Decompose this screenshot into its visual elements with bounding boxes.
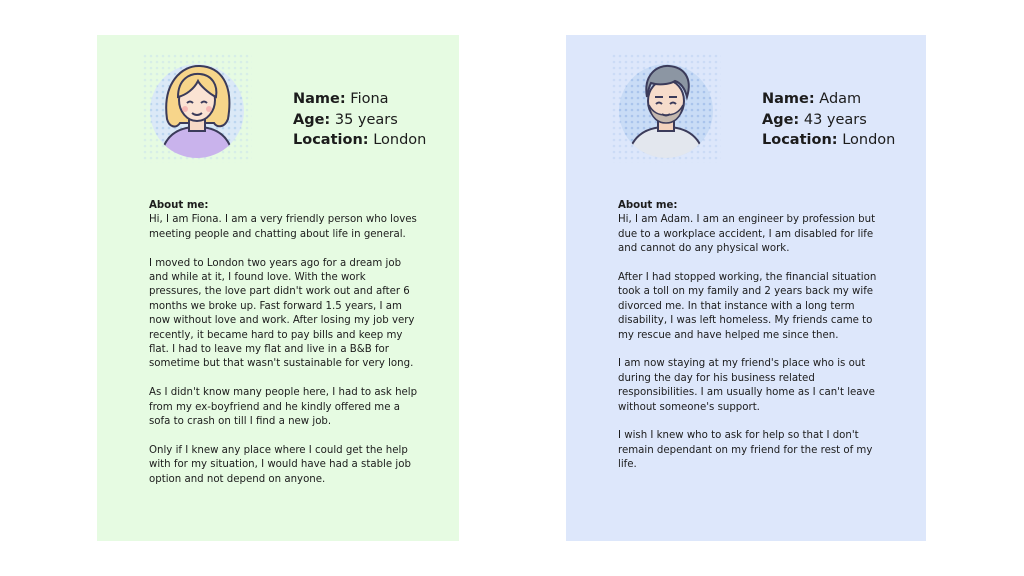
name-value: Fiona (350, 91, 389, 107)
age-value: 35 years (334, 111, 398, 128)
about-heading: About me: (149, 200, 209, 211)
location-value: London (842, 132, 896, 148)
age-row (293, 110, 426, 131)
location-label: Location: (762, 132, 838, 148)
age-label: Age: (293, 111, 331, 128)
about-section (618, 199, 888, 487)
location-row (762, 130, 895, 151)
name-label: Name: (762, 91, 815, 107)
about-heading: About me: (618, 200, 678, 211)
female-avatar-icon (142, 53, 252, 163)
location-label: Location: (293, 132, 369, 148)
name-row (762, 89, 895, 110)
persona-card-fiona (97, 35, 459, 541)
location-row (293, 130, 426, 151)
about-paragraph: I am now staying at my friend's place who is out during the day for his business related responsibilities. I am usually home as I can't leave without someone's support. (618, 358, 875, 413)
about-paragraph: Hi, I am Adam. I am an engineer by profession but due to a workplace accident, I am disabled for life and cannot do any physical work. (618, 214, 876, 255)
name-row (293, 89, 426, 110)
about-paragraph: I wish I knew who to ask for help so that I don't remain dependant on my friend for the rest of my life. (618, 430, 873, 471)
age-row (762, 110, 895, 131)
about-paragraph: I moved to London two years ago for a dream job and while at it, I found love. With the work pressures, the love part didn't work out and after 6 months we broke up. Fast forward 1.5 years, I am now without love and work. After losing my job very recently, it became hard to pay bills and keep my flat. I had to leave my flat and live in a B&B for sometime but that wasn't sustainable for very long. (149, 257, 415, 370)
about-paragraph: Hi, I am Fiona. I am a very friendly person who loves meeting people and chatting about life in general. (149, 214, 417, 240)
male-avatar-icon (611, 53, 721, 163)
about-paragraph: As I didn't know many people here, I had to ask help from my ex-boyfriend and he kindly offered me a sofa to crash on till I find a new job. (149, 387, 418, 428)
about-paragraph: Only if I knew any place where I could get the help with for my situation, I would have had a stable job option and not depend on anyone. (149, 444, 411, 485)
age-label: Age: (762, 111, 800, 128)
name-value: Adam (819, 91, 862, 107)
persona-card-adam (566, 35, 926, 541)
persona-info (293, 89, 426, 151)
age-value: 43 years (803, 111, 867, 128)
about-section (149, 199, 419, 501)
location-value: London (373, 132, 427, 148)
persona-info (762, 89, 895, 151)
about-paragraph: After I had stopped working, the financial situation took a toll on my family and 2 years back my wife divorced me. In that instance with a long term disability, I was left homeless. My friends came to my rescue and have helped me since then. (618, 272, 877, 341)
name-label: Name: (293, 91, 346, 107)
